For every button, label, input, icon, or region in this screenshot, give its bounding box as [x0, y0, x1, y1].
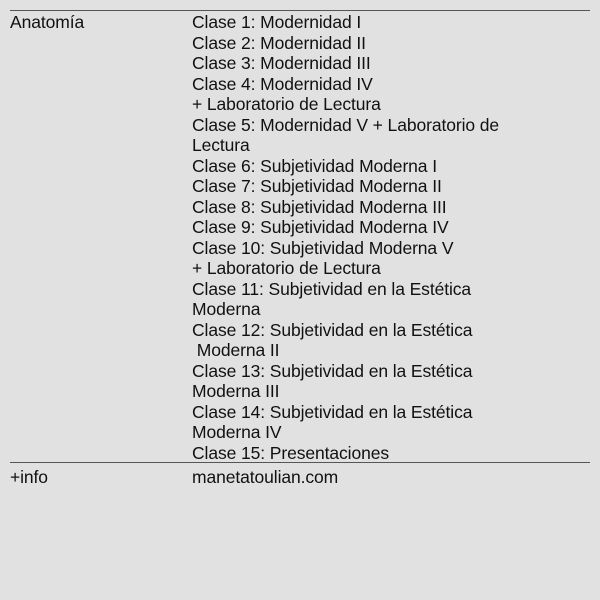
class-list-line: Moderna IV: [192, 422, 282, 442]
class-list-line: Clase 3: Modernidad III: [192, 53, 371, 73]
class-list-line: Moderna II: [192, 340, 280, 360]
class-list-line: Clase 11: Subjetividad en la Estética: [192, 278, 472, 299]
info-label: +info: [10, 467, 48, 487]
class-list-line: Clase 2: Modernidad II: [192, 32, 366, 53]
section-title: Anatomía: [10, 12, 85, 32]
class-list-line: Clase 13: Subjetividad en la Estética: [192, 360, 473, 381]
class-list-line: Clase 12: Subjetividad en la Estética: [192, 319, 473, 340]
class-list-line: Clase 1: Modernidad I: [192, 12, 362, 32]
top-divider: [10, 10, 590, 11]
class-list-line: Clase 14: Subjetividad en la Estética: [192, 401, 473, 422]
info-divider: [10, 462, 590, 463]
class-list-line: Clase 9: Subjetividad Moderna IV: [192, 217, 449, 237]
class-list-line: Clase 8: Subjetividad Moderna III: [192, 196, 447, 217]
class-list-line: Clase 15: Presentaciones: [192, 442, 390, 463]
class-list-line: Clase 6: Subjetividad Moderna I: [192, 155, 437, 176]
class-list-line: Clase 7: Subjetividad Moderna II: [192, 176, 442, 196]
class-list-line: + Laboratorio de Lectura: [192, 258, 381, 278]
class-list-line: Lectura: [192, 135, 250, 155]
class-list-line: + Laboratorio de Lectura: [192, 94, 381, 114]
class-list: [192, 12, 592, 463]
class-list-line: Clase 5: Modernidad V + Laboratorio de: [192, 114, 500, 135]
class-list-line: Clase 10: Subjetividad Moderna V: [192, 237, 454, 258]
class-list-line: Clase 4: Modernidad IV: [192, 73, 373, 94]
class-list-line: Moderna: [192, 299, 261, 319]
class-list-line: Moderna III: [192, 381, 280, 401]
website-link[interactable]: manetatoulian.com: [192, 467, 339, 487]
